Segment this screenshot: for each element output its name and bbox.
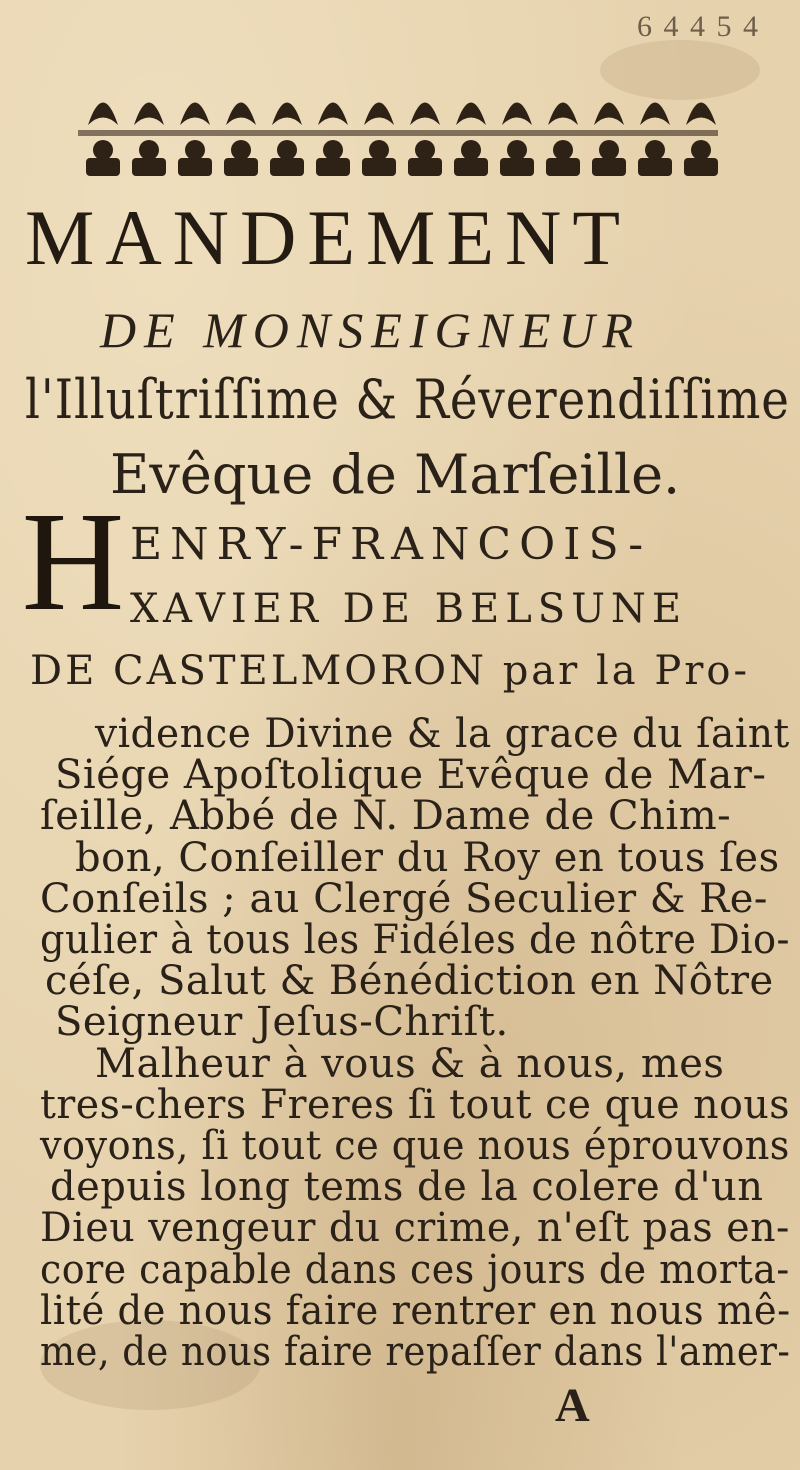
body-line: Conſeils ; au Clergé Seculier & Re- [40,876,768,922]
body-line: vidence Divine & la grace du ſaint [95,711,790,757]
dedication-line-2: Evêque de Marſeille. [110,443,681,506]
body-line: ſeille, Abbé de N. Dame de Chim- [40,793,732,839]
body-line: me, de nous faire repaſſer dans l'amer- [40,1329,791,1375]
body-line: Siége Apoſtolique Evêque de Mar- [55,752,767,798]
drop-cap: H [21,482,125,640]
dedication-line-1: l'Illuſtriſſime & Réverendiſſime [25,368,790,431]
body-line: core capable dans ces jours de morta- [40,1247,790,1293]
body-line: céſe, Salut & Bénédiction en Nôtre [45,958,774,1004]
fleuron-icon [78,70,718,180]
body-line: Malheur à vous & à nous, mes [95,1041,725,1087]
name-line-1: ENRY-FRANCOIS- [130,519,652,570]
body-line: bon, Conſeiller du Roy en tous ſes [75,835,780,881]
name-line-2: XAVIER DE BELSUNE [130,586,688,632]
body-line: tres-chers Freres ſi tout ce que nous [40,1082,791,1128]
document-subtitle: DE MONSEIGNEUR [100,302,642,358]
shelfmark: 6 4 4 5 4 [637,10,760,43]
body-line: Dieu vengeur du crime, n'eſt pas en- [40,1205,790,1251]
body-line: Seigneur Jeſus-Chriſt. [55,999,509,1045]
name-line-3: DE CASTELMORON par la Pro- [30,648,750,694]
catchword: A [555,1379,590,1432]
ornament-band [78,70,718,180]
body-line: gulier à tous les Fidéles de nôtre Dio- [40,917,790,963]
document-title: MANDEMENT [25,194,631,281]
body-line: lité de nous faire rentrer en nous mê- [40,1288,791,1334]
body-line: voyons, ſi tout ce que nous éprouvons [40,1123,790,1169]
body-line: depuis long tems de la colere d'un [50,1164,764,1210]
